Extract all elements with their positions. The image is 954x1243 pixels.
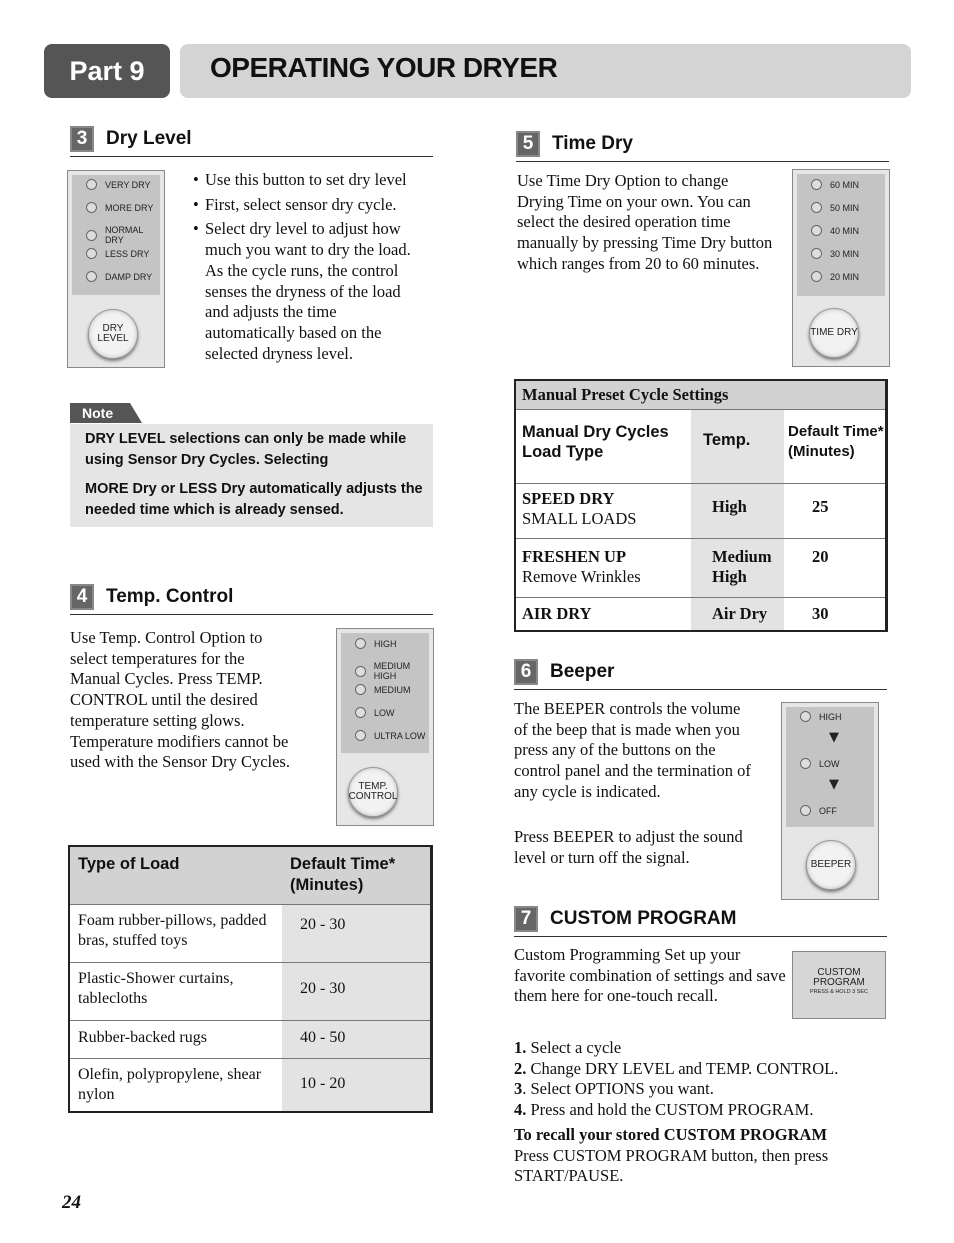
load-type-cell: Rubber-backed rugs: [69, 1020, 282, 1058]
cycle-name: SPEED DRY: [522, 488, 615, 508]
temp-control-text: Use Temp. Control Option to select temperatures for the Manual Cycles. Press TEMP. CONTROL until the desired temperature setting glows. Temperature modifiers cannot be used with the Sensor Dry Cycles.: [70, 628, 290, 772]
preset-table: [514, 379, 888, 632]
temp-cell: Air Dry: [691, 597, 784, 631]
led-medium: MEDIUM: [355, 684, 411, 695]
temp-control-button[interactable]: TEMP. CONTROL: [348, 767, 398, 817]
dry-level-panel: [67, 170, 165, 368]
table-title: Manual Preset Cycle Settings: [515, 380, 887, 409]
cycle-sub: SMALL LOADS: [522, 509, 637, 528]
arrow-down-icon: ▼: [829, 777, 839, 792]
led-high: HIGH: [355, 638, 397, 649]
column-header: Manual Dry Cycles Load Type: [515, 409, 691, 483]
cycle-name: FRESHEN UP: [522, 546, 627, 566]
note-box: [70, 424, 433, 527]
table-header-row: [69, 846, 432, 904]
section-title: Dry Level: [106, 128, 192, 149]
led-normal-dry: NORMAL DRY: [86, 225, 164, 245]
beeper-heading: [514, 659, 887, 690]
beeper-text: Press BEEPER to adjust the sound level or turn off the signal.: [514, 827, 743, 867]
led-50-min: 50 MIN: [811, 202, 859, 213]
cycle-cell: [515, 538, 691, 597]
recall-title: To recall your stored CUSTOM PROGRAM: [514, 1125, 828, 1144]
time-cell: 25: [784, 483, 887, 538]
beeper-text: The BEEPER controls the volume of the beep that is made when you press any of the buttons on the control panel and the termination of any cycle is indicated.: [514, 699, 751, 801]
time-cell: 10 - 20: [282, 1058, 432, 1112]
column-header: Default Time* (Minutes): [784, 409, 887, 483]
load-type-cell: Foam rubber-pillows, padded bras, stuffed toys: [69, 904, 282, 962]
led-30-min: 30 MIN: [811, 248, 859, 259]
section-number: 6: [514, 659, 538, 685]
page-number: 24: [62, 1192, 81, 1213]
temp-cell: High: [691, 483, 784, 538]
table-row: [69, 1020, 432, 1058]
load-table: [68, 845, 433, 1113]
section-number: 5: [516, 131, 540, 157]
led-20-min: 20 MIN: [811, 271, 859, 282]
custom-program-steps: [514, 1038, 894, 1121]
custom-program-heading: [514, 906, 887, 937]
dry-level-heading: [70, 126, 433, 157]
table-row: [515, 597, 887, 631]
beeper-button[interactable]: BEEPER: [806, 840, 856, 890]
bullet-item: • First, select sensor dry cycle.: [193, 195, 425, 216]
led-very-dry: VERY DRY: [86, 179, 151, 190]
time-dry-panel: [792, 169, 890, 367]
table-row: [515, 538, 887, 597]
led-less-dry: LESS DRY: [86, 248, 149, 259]
led-40-min: 40 MIN: [811, 225, 859, 236]
time-cell: 20 - 30: [282, 904, 432, 962]
section-title: Time Dry: [552, 133, 633, 154]
section-number: 3: [70, 126, 94, 152]
note-paragraph: DRY LEVEL selections can only be made while using Sensor Dry Cycles. Selecting: [85, 431, 407, 468]
list-item: 4. Press and hold the CUSTOM PROGRAM.: [514, 1100, 814, 1120]
list-item: 3. Select OPTIONS you want.: [514, 1079, 714, 1099]
section-number: 4: [70, 584, 94, 610]
custom-program-recall: [514, 1125, 894, 1187]
time-cell: 20: [784, 538, 887, 597]
table-header-row: [515, 409, 887, 483]
dry-level-button[interactable]: DRY LEVEL: [88, 309, 138, 359]
section-title: CUSTOM PROGRAM: [550, 908, 737, 929]
led-off: OFF: [800, 805, 837, 816]
time-dry-text: Use Time Dry Option to change Drying Time on your own. You can select the desired operation time manually by pressing Time Dry button which ranges from 20 to 60 minutes.: [517, 171, 773, 273]
cycle-cell: [515, 483, 691, 538]
time-dry-button[interactable]: TIME DRY: [809, 308, 859, 358]
beeper-panel: [781, 702, 879, 900]
list-item: 2. Change DRY LEVEL and TEMP. CONTROL.: [514, 1058, 839, 1078]
load-type-cell: Olefin, polypropylene, shear nylon: [69, 1058, 282, 1112]
title-bar: [180, 44, 911, 98]
column-header: Temp.: [691, 409, 784, 483]
led-60-min: 60 MIN: [811, 179, 859, 190]
custom-program-panel: [792, 951, 886, 1019]
section-number: 7: [514, 906, 538, 932]
table-title-row: [515, 380, 887, 409]
time-dry-heading: [516, 131, 889, 162]
section-title: Beeper: [550, 661, 615, 682]
table-row: [515, 483, 887, 538]
custom-program-button[interactable]: CUSTOM PROGRAM PRESS & HOLD 3 SEC: [809, 967, 869, 995]
cycle-cell: AIR DRY: [515, 597, 691, 631]
led-ultra-low: ULTRA LOW: [355, 730, 425, 741]
arrow-down-icon: ▼: [829, 730, 839, 745]
led-more-dry: MORE DRY: [86, 202, 153, 213]
custom-program-text: Custom Programming Set up your favorite combination of settings and save them here for one-touch recall.: [514, 945, 786, 1006]
table-row: [69, 962, 432, 1020]
recall-text: Press CUSTOM PROGRAM button, then press START/PAUSE.: [514, 1145, 829, 1186]
bullet-item: • Use this button to set dry level: [193, 170, 425, 191]
time-cell: 40 - 50: [282, 1020, 432, 1058]
led-damp-dry: DAMP DRY: [86, 271, 152, 282]
section-title: Temp. Control: [106, 586, 234, 607]
temp-control-heading: [70, 584, 433, 615]
table-row: [69, 1058, 432, 1112]
time-cell: 30: [784, 597, 887, 631]
load-type-cell: Plastic-Shower curtains, tablecloths: [69, 962, 282, 1020]
list-item: 1. Select a cycle: [514, 1038, 622, 1057]
note-paragraph: MORE Dry or LESS Dry automatically adjusts the needed time which is already sensed.: [85, 481, 423, 518]
column-header: Type of Load: [69, 846, 282, 904]
part-tab: Part 9: [44, 44, 170, 98]
dry-level-bullets: [193, 170, 425, 368]
led-medium-high: MEDIUM HIGH: [355, 661, 433, 681]
note-label: Note: [70, 403, 130, 423]
bullet-item: • Select dry level to adjust how much you want to dry the load. As the cycle runs, the control senses the dryness of the load and adjusts the time automatically based on the selected dryness level.: [193, 219, 425, 364]
cycle-sub: Remove Wrinkles: [522, 567, 641, 586]
led-low: LOW: [355, 707, 395, 718]
table-row: [69, 904, 432, 962]
temp-control-panel: [336, 628, 434, 826]
temp-cell: Medium High: [691, 538, 784, 597]
column-header: Default Time* (Minutes): [282, 846, 432, 904]
time-cell: 20 - 30: [282, 962, 432, 1020]
led-high: HIGH: [800, 711, 842, 722]
led-low: LOW: [800, 758, 840, 769]
page-title: OPERATING YOUR DRYER: [210, 52, 558, 83]
